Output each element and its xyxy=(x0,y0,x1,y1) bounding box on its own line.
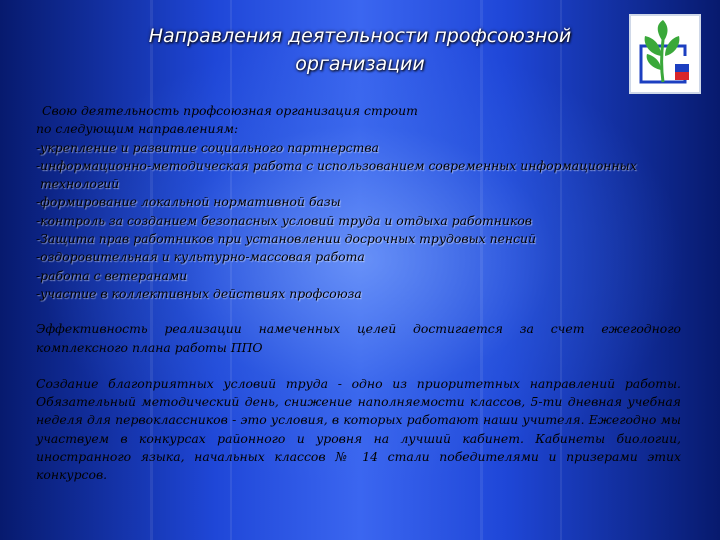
title-line-1: Направления деятельности профсоюзной xyxy=(148,25,572,47)
union-logo-icon xyxy=(629,14,701,94)
content xyxy=(36,102,681,485)
conditions-paragraph: Создание благоприятных условий труда - одно из приоритетных направлений работы. Обязательный методический день, снижение наполняемости классов, 5-ти дневная учебная неделя для первоклассников - это условия, в которых работают наши учителя. Ежегодно мы участвуем в конкурсах районного и уровня на лучший кабинет. Кабинеты биологии, иностранного языка, начальных классов № 14 стали победителями и призерами этих конкурсов. xyxy=(36,375,681,483)
list-item: -информационно-методическая работа с использованием современных информационных xyxy=(36,157,637,173)
effectiveness-line-1: Эффективность реализации намеченных целей достигается за счет ежегодного xyxy=(36,321,681,337)
list-item: -формирование локальной нормативной базы xyxy=(36,194,341,210)
directions-list xyxy=(36,139,681,304)
list-item: -контроль за созданием безопасных условий труда и отдыха работников xyxy=(36,212,533,228)
list-item: -работа с ветеранами xyxy=(36,267,188,283)
title-line-2: организации xyxy=(295,53,425,75)
list-item: -оздоровительная и культурно-массовая работа xyxy=(36,249,365,265)
effectiveness-line-2: комплексного плана работы ППО xyxy=(36,339,263,355)
list-item: технологий xyxy=(36,176,120,192)
page-title xyxy=(90,22,630,78)
list-item: -участие в коллективных действиях профсоюза xyxy=(36,285,362,301)
intro-line-1: Свою деятельность профсоюзная организация строит xyxy=(42,103,418,118)
list-item: -Защита прав работников при установлении досрочных трудовых пенсий xyxy=(36,231,536,247)
effectiveness-paragraph xyxy=(36,320,681,357)
list-item: -укрепление и развитие социального партнерства xyxy=(36,139,379,155)
intro-line-2: по следующим направлениям: xyxy=(36,121,239,137)
